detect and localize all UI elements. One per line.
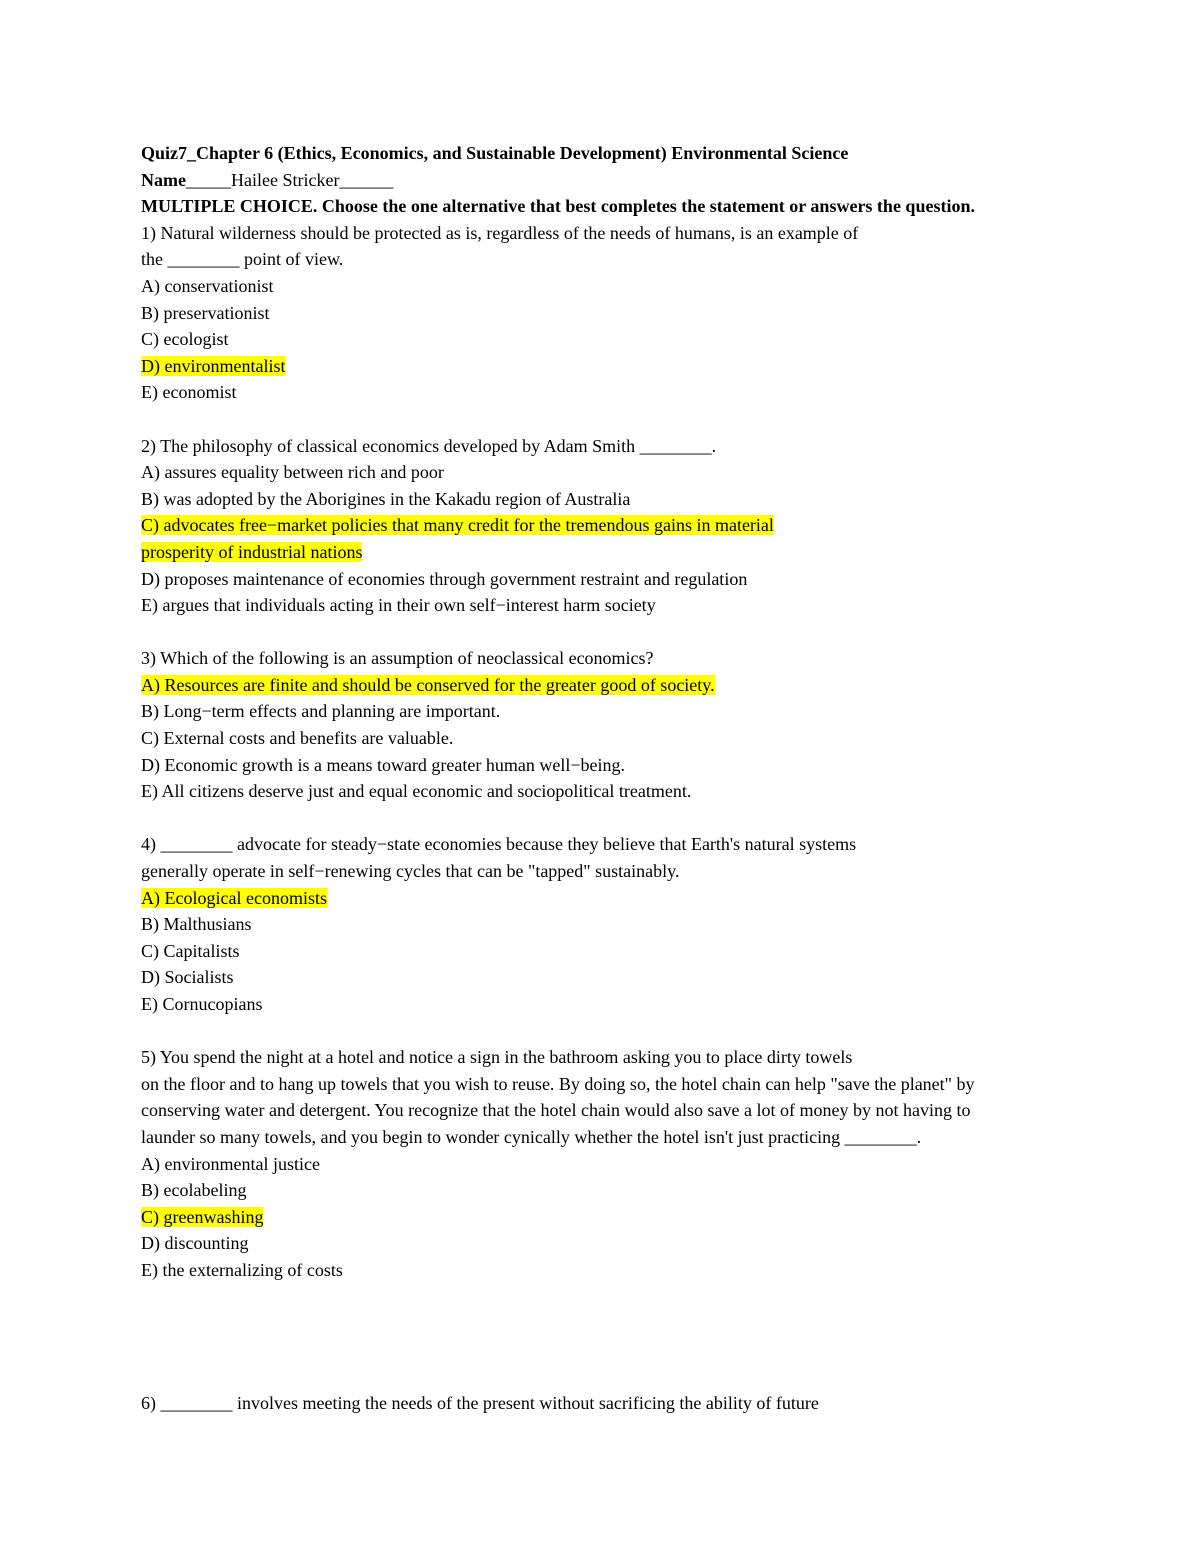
answer-option: E) All citizens deserve just and equal economic and sociopolitical treatment.	[141, 781, 692, 802]
answer-option: D) Economic growth is a means toward greater human well−being.	[141, 754, 626, 775]
question-stem: 3) Which of the following is an assumption of neoclassical economics?	[141, 648, 654, 669]
answer-option: A) assures equality between rich and poor	[141, 462, 444, 483]
answer-option-highlighted: D) environmentalist	[141, 355, 286, 376]
answer-option-highlighted: prosperity of industrial nations	[141, 541, 363, 562]
answer-option-highlighted: A) Resources are finite and should be conserved for the greater good of society.	[141, 674, 715, 695]
question-1	[141, 220, 1141, 406]
answer-option: E) the externalizing of costs	[141, 1259, 343, 1280]
name-label: Name	[141, 169, 186, 190]
question-stem: generally operate in self−renewing cycles that can be "tapped" sustainably.	[141, 861, 680, 882]
question-3	[141, 645, 1141, 805]
question-stem: 4) ________ advocate for steady−state economies because they believe that Earth's natural systems	[141, 834, 857, 855]
question-stem: 6) ________ involves meeting the needs of the present without sacrificing the ability of future	[141, 1392, 819, 1413]
question-stem: conserving water and detergent. You recognize that the hotel chain would also save a lot of money by not having to	[141, 1100, 971, 1121]
quiz-document	[141, 140, 1141, 1416]
answer-option: C) Capitalists	[141, 940, 240, 961]
answer-option: B) was adopted by the Aborigines in the Kakadu region of Australia	[141, 488, 631, 509]
answer-option: B) Malthusians	[141, 914, 252, 935]
answer-option: C) ecologist	[141, 329, 229, 350]
answer-option: E) argues that individuals acting in their own self−interest harm society	[141, 595, 656, 616]
quiz-title: Quiz7_Chapter 6 (Ethics, Economics, and Sustainable Development) Environmental Science	[141, 143, 849, 163]
question-stem: the ________ point of view.	[141, 249, 344, 270]
answer-option: C) External costs and benefits are valuable.	[141, 728, 454, 749]
student-name: _____Hailee Stricker______	[185, 169, 394, 190]
question-2	[141, 433, 1141, 619]
answer-option: E) Cornucopians	[141, 994, 263, 1014]
answer-option: D) discounting	[141, 1233, 249, 1254]
question-stem: 1) Natural wilderness should be protected as is, regardless of the needs of humans, is an example of	[141, 222, 859, 243]
answer-option: D) proposes maintenance of economies through government restraint and regulation	[141, 568, 748, 589]
answer-option: B) preservationist	[141, 302, 270, 323]
question-stem: 5) You spend the night at a hotel and notice a sign in the bathroom asking you to place dirty towels	[141, 1047, 853, 1068]
answer-option: B) ecolabeling	[141, 1180, 247, 1201]
answer-option: E) economist	[141, 382, 237, 403]
answer-option: D) Socialists	[141, 967, 234, 988]
question-5	[141, 1044, 1141, 1283]
answer-option-highlighted: A) Ecological economists	[141, 887, 327, 908]
answer-option-highlighted: C) advocates free−market policies that many credit for the tremendous gains in material	[141, 515, 774, 536]
answer-option: B) Long−term effects and planning are important.	[141, 701, 501, 722]
answer-option: A) conservationist	[141, 275, 274, 296]
question-stem: on the floor and to hang up towels that you wish to reuse. By doing so, the hotel chain can help "save the planet" by	[141, 1073, 975, 1094]
student-name-line	[141, 167, 1141, 194]
question-4	[141, 831, 1141, 1017]
answer-option-highlighted: C) greenwashing	[141, 1206, 264, 1227]
question-stem: 2) The philosophy of classical economics developed by Adam Smith ________.	[141, 435, 717, 456]
question-stem: launder so many towels, and you begin to wonder cynically whether the hotel isn't just practicing ________.	[141, 1126, 922, 1147]
instructions: MULTIPLE CHOICE. Choose the one alternative that best completes the statement or answers the question.	[141, 196, 975, 217]
answer-option: A) environmental justice	[141, 1153, 320, 1174]
question-6	[141, 1390, 1141, 1417]
